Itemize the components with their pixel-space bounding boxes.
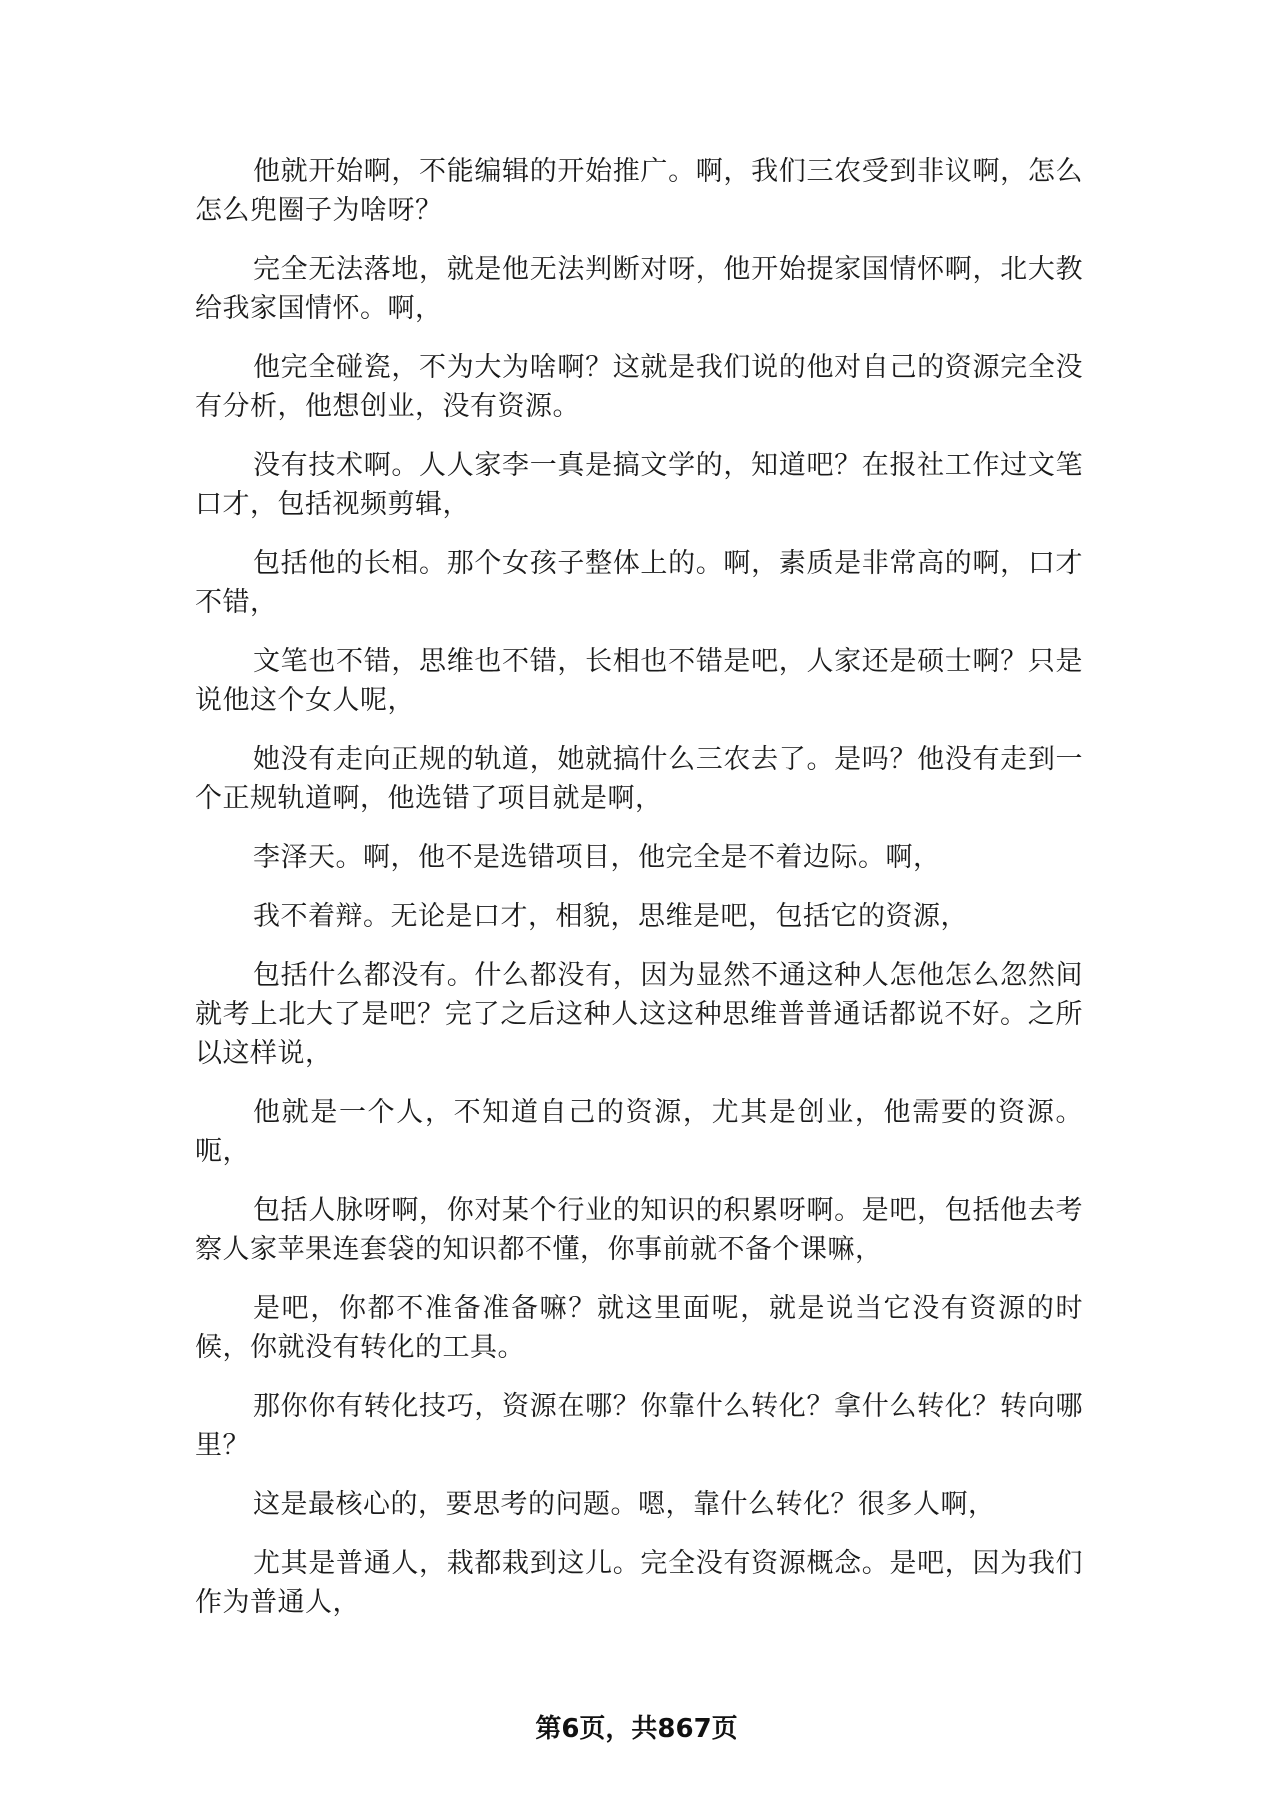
paragraph: 她没有走向正规的轨道，她就搞什么三农去了。是吗？他没有走到一个正规轨道啊，他选错了项目就是啊， — [195, 744, 1083, 814]
paragraph: 他完全碰瓷，不为大为啥啊？这就是我们说的他对自己的资源完全没有分析，他想创业，没有资源。 — [195, 352, 1083, 422]
paragraph: 包括人脉呀啊，你对某个行业的知识的积累呀啊。是吧，包括他去考察人家苹果连套袋的知识都不懂，你事前就不备个课嘛， — [195, 1195, 1083, 1265]
paragraph: 我不着辩。无论是口才，相貌，思维是吧，包括它的资源， — [253, 901, 968, 932]
paragraph: 没有技术啊。人人家李一真是搞文学的，知道吧？在报社工作过文笔口才，包括视频剪辑， — [195, 450, 1083, 520]
paragraph: 完全无法落地，就是他无法判断对呀，他开始提家国情怀啊，北大教给我家国情怀。啊， — [195, 254, 1083, 324]
paragraph: 他就是一个人，不知道自己的资源，尤其是创业，他需要的资源。呃， — [195, 1097, 1083, 1167]
document-body — [195, 152, 1083, 1642]
paragraph: 李泽天。啊，他不是选错项目，他完全是不着边际。啊， — [253, 842, 941, 873]
paragraph: 这是最核心的，要思考的问题。嗯，靠什么转化？很多人啊， — [253, 1489, 996, 1520]
paragraph: 包括他的长相。那个女孩子整体上的。啊，素质是非常高的啊，口才不错， — [195, 548, 1083, 618]
page-number-footer: 第6页，共867页 — [535, 1714, 738, 1744]
paragraph: 尤其是普通人，栽都栽到这儿。完全没有资源概念。是吧，因为我们作为普通人， — [195, 1548, 1083, 1618]
paragraph: 那你你有转化技巧，资源在哪？你靠什么转化？拿什么转化？转向哪里？ — [195, 1391, 1083, 1461]
paragraph: 包括什么都没有。什么都没有，因为显然不通这种人怎他怎么忽然间就考上北大了是吧？完了之后这种人这这种思维普普通话都说不好。之所以这样说， — [195, 960, 1083, 1069]
paragraph: 他就开始啊，不能编辑的开始推广。啊，我们三农受到非议啊，怎么怎么兜圈子为啥呀？ — [195, 156, 1083, 226]
paragraph: 文笔也不错，思维也不错，长相也不错是吧，人家还是硕士啊？只是说他这个女人呢， — [195, 646, 1083, 716]
paragraph: 是吧，你都不准备准备嘛？就这里面呢，就是说当它没有资源的时候，你就没有转化的工具。 — [195, 1293, 1083, 1363]
